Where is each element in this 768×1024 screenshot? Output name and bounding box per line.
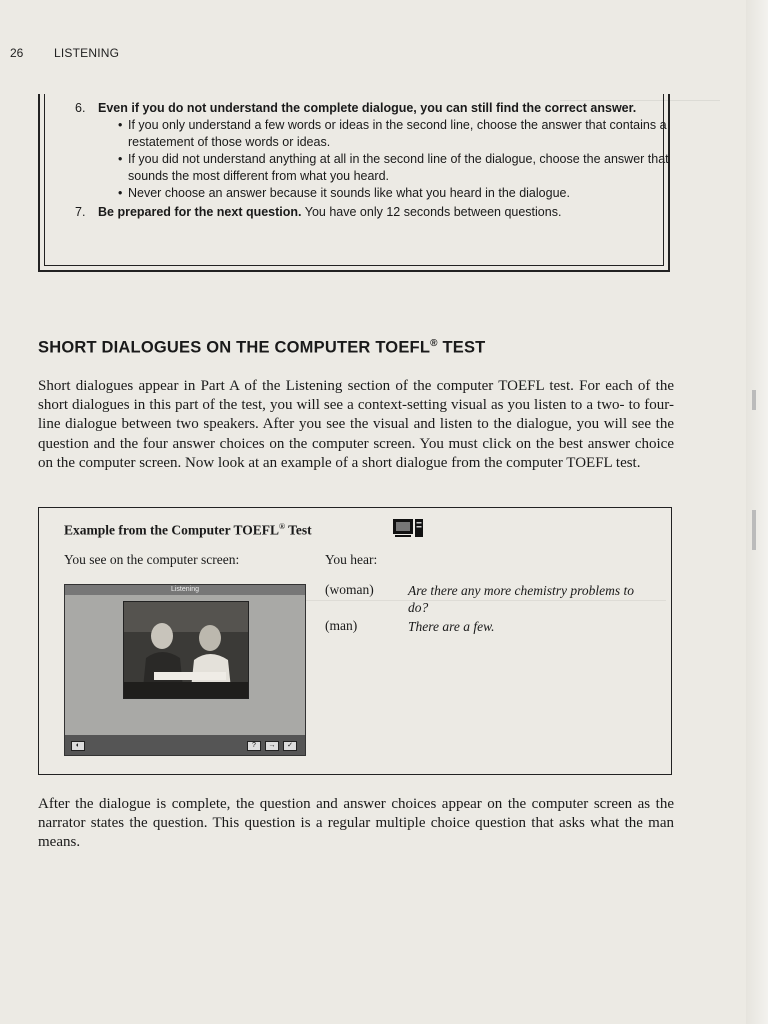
tip-heading: Be prepared for the next question. [98, 205, 302, 219]
example-title [64, 522, 312, 539]
computer-screen-illustration [64, 584, 306, 756]
context-photo [123, 601, 249, 699]
example-box [38, 507, 672, 775]
page-edge [746, 0, 768, 1024]
help-icon: ? [247, 741, 261, 751]
dialogue-speaker: (man) [325, 618, 358, 633]
two-students-picture [124, 602, 248, 698]
example-title-end: Test [288, 522, 312, 538]
margin-mark [752, 390, 756, 410]
tip-heading: Even if you do not understand the complete dialogue, you can still find the correct answer. [98, 101, 637, 115]
closing-paragraph: After the dialogue is complete, the question and answer choices appear on the computer screen as the narrator states the question. This question is a regular multiple choice question that asks what the man means. [38, 796, 674, 851]
page-header [10, 46, 119, 60]
section-heading [38, 338, 485, 358]
screen-toolbar [65, 735, 305, 755]
you-hear-label: You hear: [325, 552, 378, 567]
tip-text: You have only 12 seconds between questions. [304, 205, 562, 219]
you-see-label: You see on the computer screen: [64, 552, 240, 567]
tip-item-7 [75, 204, 675, 221]
dialogue-speaker: (woman) [325, 582, 374, 597]
dialogue-text: There are a few. [408, 619, 495, 634]
section-heading-end: TEST [442, 338, 486, 357]
next-icon: → [265, 741, 279, 751]
bullet-item: • If you only understand a few words or ideas in the second line, choose the answer that contains a restatement of those words or ideas. [118, 117, 675, 151]
page-number: 26 [10, 46, 24, 60]
intro-paragraph: Short dialogues appear in Part A of the Listening section of the computer TOEFL test. For each of the short dialogues in this part of the test, you will see a context-setting visual as you listen to a two- to four-line dialogue between two speakers. After you see the visual and listen to the dialogue, you will see the question and the four answer choices on the computer screen. You must click on the best answer choice on the computer screen. Now look at an example of a short dialogue from the computer TOEFL test. [38, 378, 674, 471]
running-title: LISTENING [54, 46, 120, 60]
section-heading-main: SHORT DIALOGUES ON THE COMPUTER TOEFL [38, 338, 431, 357]
tip-bullets [98, 117, 675, 202]
screen-title-bar: Listening [65, 585, 305, 595]
computer-icon [392, 518, 424, 538]
registered-mark: ® [279, 522, 285, 531]
margin-mark [752, 510, 756, 550]
tip-number: 7. [75, 205, 86, 219]
tips-box [38, 94, 670, 272]
registered-mark: ® [430, 338, 438, 349]
tip-item-6 [75, 100, 675, 202]
bullet-item: • Never choose an answer because it sounds like what you heard in the dialogue. [118, 185, 675, 202]
bullet-item: • If you did not understand anything at all in the second line of the dialogue, choose the answer that sounds the most different from what you heard. [118, 151, 675, 185]
tip-number: 6. [75, 101, 86, 115]
ok-icon: ✓ [283, 741, 297, 751]
volume-icon: ◐ [71, 741, 85, 751]
tips-list [75, 100, 675, 221]
example-title-main: Example from the Computer TOEFL [64, 522, 280, 538]
dialogue-text: Are there any more chemistry problems to do? [408, 583, 634, 615]
